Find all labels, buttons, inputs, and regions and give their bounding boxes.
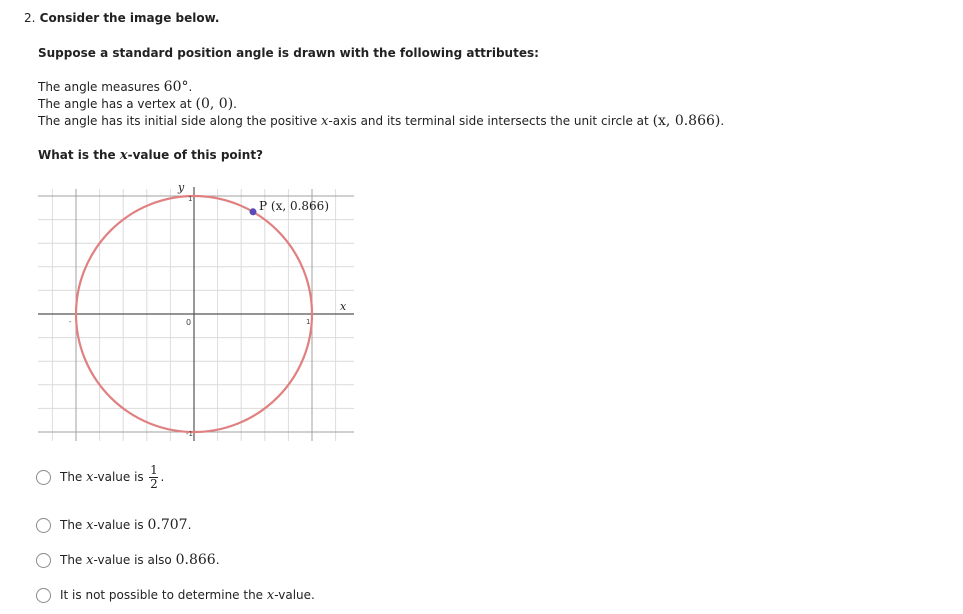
option-0866[interactable] bbox=[36, 550, 220, 570]
radio-button[interactable] bbox=[36, 470, 51, 485]
intersection-point: (x, 0.866) bbox=[652, 113, 721, 129]
angle-value: 60° bbox=[163, 79, 189, 95]
question-instruction: Consider the image below. bbox=[39, 11, 220, 25]
point-label: P (x, 0.866) bbox=[259, 198, 330, 213]
tick-label-top: 1 bbox=[188, 195, 193, 203]
grid-lines bbox=[38, 189, 354, 441]
origin-label: 0 bbox=[186, 318, 192, 327]
unit-circle-figure bbox=[38, 183, 354, 445]
radio-button[interactable] bbox=[36, 588, 51, 603]
radio-button[interactable] bbox=[36, 553, 51, 568]
tick-label-right: 1 bbox=[306, 318, 311, 326]
question-header bbox=[24, 11, 220, 25]
option-0707[interactable] bbox=[36, 515, 191, 535]
fraction: $\frac{1}{2}$ bbox=[150, 462, 158, 491]
option-label: It is not possible to determine the x-value. bbox=[60, 587, 315, 603]
option-cannot-determine[interactable] bbox=[36, 585, 315, 605]
tick-label-left: - bbox=[69, 318, 72, 326]
attribute-angle-measure: The angle measures 60°. bbox=[38, 79, 193, 95]
question-prompt: Suppose a standard position angle is drawn with the following attributes: bbox=[38, 46, 539, 60]
attribute-terminal-side: The angle has its initial side along the positive x-axis and its terminal side intersects the unit circle at (x, 0.866). bbox=[38, 113, 725, 129]
y-axis-label: y bbox=[178, 183, 185, 194]
unit-circle-graph bbox=[38, 183, 354, 445]
attribute-vertex: The angle has a vertex at (0, 0). bbox=[38, 96, 237, 112]
tick-label-bottom: -1 bbox=[186, 430, 193, 438]
option-label: The x-value is 0.707. bbox=[60, 517, 192, 533]
option-label: The x-value is also 0.866. bbox=[60, 552, 220, 568]
question-number: 2. bbox=[24, 11, 36, 25]
vertex-value: (0, 0) bbox=[195, 96, 234, 112]
x-axis-label: x bbox=[340, 300, 347, 313]
option-one-half[interactable] bbox=[36, 462, 165, 491]
question-ask: What is the x-value of this point? bbox=[38, 148, 264, 163]
radio-button[interactable] bbox=[36, 518, 51, 533]
option-label: The x-value is $\frac{1}{2}$ . bbox=[60, 462, 165, 491]
point-p bbox=[250, 208, 257, 215]
